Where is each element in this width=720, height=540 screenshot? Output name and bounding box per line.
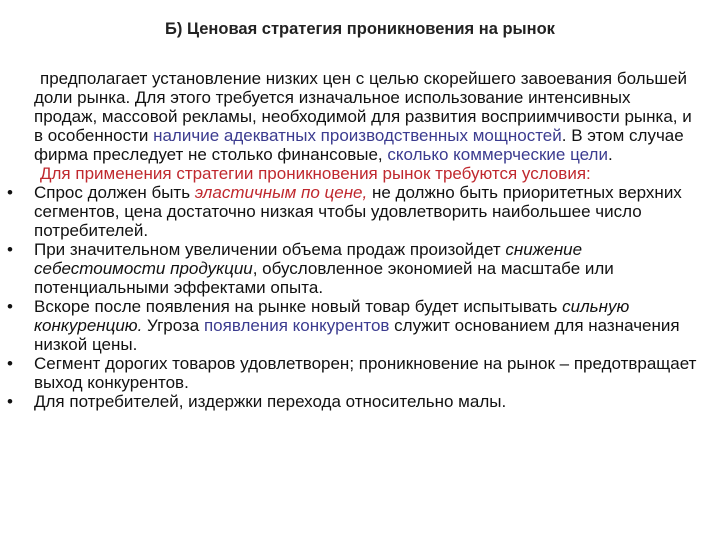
intro-text-1: предполагает установление низких цен с целью скорейшего завоевания большей доли рынка. Для этого требуется изначальное использование интенсивных продаж, массовой рекламы, необходимой для развития восприимчивости рынка, и в особенности <box>34 69 692 145</box>
conditions-heading: Для применения стратегии проникновения рынок требуются условия: <box>40 164 591 183</box>
bullet-3-highlight-blue: появления конкурентов <box>203 316 390 335</box>
bullet-5-text: Для потребителей, издержки перехода относительно малы. <box>34 392 507 411</box>
bullet-3-text-2: Угроза <box>142 316 204 335</box>
bullet-1-highlight: эластичным по цене, <box>194 183 368 202</box>
bullet-item-1 <box>7 183 698 240</box>
bullet-2-text-1: При значительном увеличении объема продаж произойдет <box>34 240 506 259</box>
bullet-1-text-2: не должно быть приоритетных верхних сегментов, цена достаточно низкая чтобы удовлетворить наибольшее число потребителей. <box>34 183 682 240</box>
bullet-marker: • <box>7 240 13 259</box>
bullet-3-text-3: служит основанием для назначения низкой цены. <box>34 316 680 354</box>
bullet-item-4 <box>7 354 698 392</box>
bullet-3-text-1: Вскоре после появления на рынке новый товар будет испытывать <box>34 297 563 316</box>
bullet-2-text-2: , обусловленное экономией на масштабе или потенциальными эффектами опыта. <box>34 259 614 297</box>
intro-paragraph <box>10 69 698 164</box>
intro-highlight-goals: сколько коммерческие цели <box>387 145 608 164</box>
bullet-2-highlight: снижение себестоимости продукции <box>34 240 583 278</box>
bullet-item-3 <box>7 297 698 354</box>
bullet-4-text: Сегмент дорогих товаров удовлетворен; проникновение на рынок – предотвращает выход конкурентов. <box>34 354 697 392</box>
bullet-marker: • <box>7 297 13 316</box>
intro-text-3: . <box>607 145 613 164</box>
bullet-marker: • <box>7 392 13 411</box>
slide-content <box>7 69 698 411</box>
bullet-1-text-1: Спрос должен быть <box>34 183 195 202</box>
bullet-marker: • <box>7 183 13 202</box>
intro-highlight-capacity: наличие адекватных производственных мощностей <box>153 126 562 145</box>
bullet-item-2 <box>7 240 698 297</box>
bullet-3-highlight-italic: сильную конкуренцию. <box>34 297 630 335</box>
slide-title: Б) Ценовая стратегия проникновения на рынок <box>165 20 555 38</box>
intro-text-2: . В этом случае фирма преследует не столько финансовые, <box>34 126 684 164</box>
bullet-item-5 <box>7 392 698 411</box>
bullet-marker: • <box>7 354 13 373</box>
